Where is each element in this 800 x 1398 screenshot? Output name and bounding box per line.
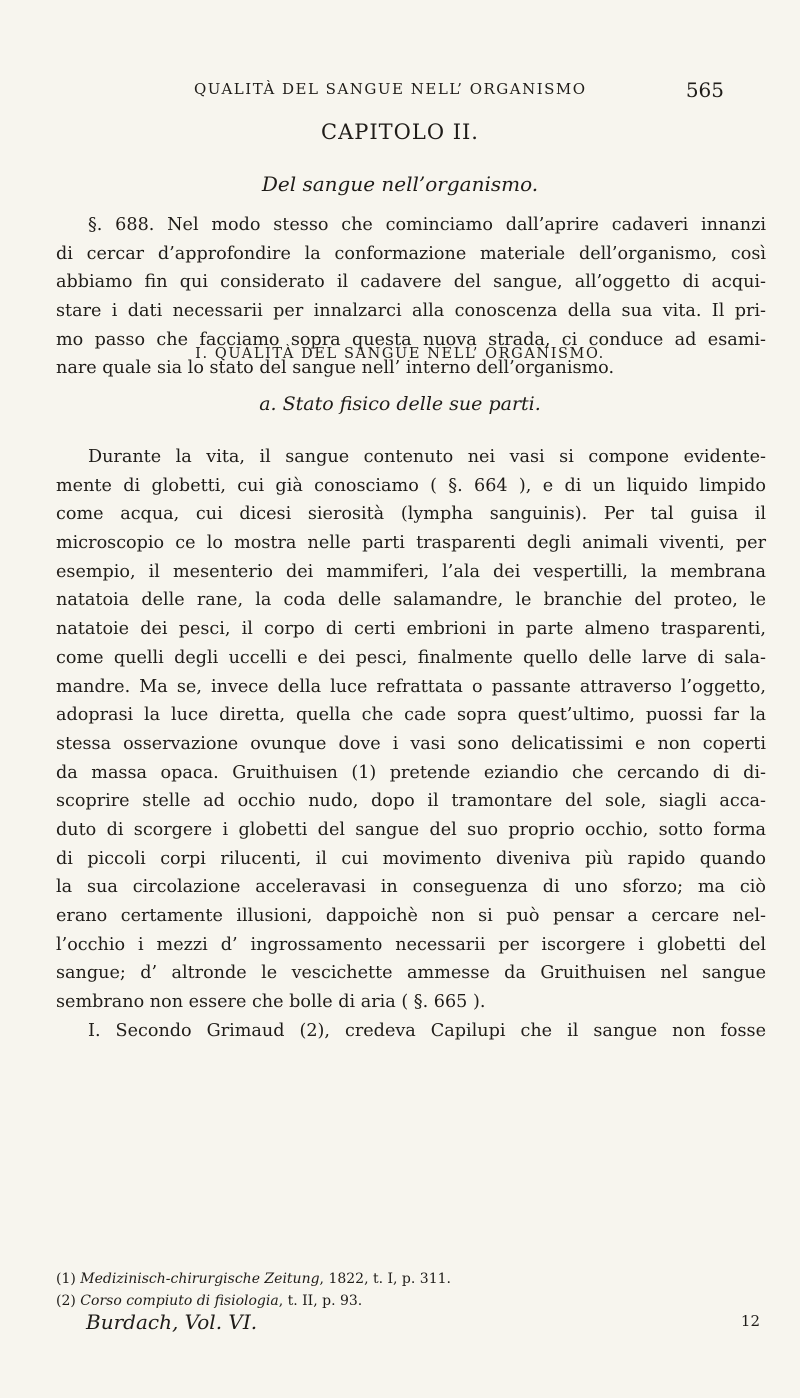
text-line: duto di scorgere i globetti del sangue del suo proprio occhio, sotto forma [56, 819, 766, 840]
footnote-detail: , 1822, t. I, p. 311. [319, 1271, 451, 1287]
text-line: nare quale sia lo stato del sangue nell’ interno dell’organismo. [56, 358, 615, 379]
text-line: come quelli degli uccelli e dei pesci, finalmente quello delle larve di sala- [56, 647, 766, 668]
text-line: mandre. Ma se, invece della luce refrattata o passante attraverso l’oggetto, [56, 676, 766, 697]
page-number: 565 [685, 78, 724, 102]
text-line: mo passo che facciamo sopra questa nuova strada, ci conduce ad esami- [56, 329, 766, 350]
text-line: microscopio ce lo mostra nelle parti trasparenti degli animali viventi, per [56, 533, 766, 554]
chapter-subtitle: Del sangue nell’organismo. [261, 172, 539, 196]
text-line: l’occhio i mezzi d’ ingrossamento necessarii per iscorgere i globetti del [56, 934, 766, 955]
text-line: scoprire stelle ad occhio nudo, dopo il tramontare del sole, siagli acca- [56, 791, 766, 812]
text-line: natatoie dei pesci, il corpo di certi embrioni in parte almeno trasparenti, [56, 619, 766, 640]
running-head [90, 78, 730, 108]
text-line: natatoia delle rane, la coda delle salamandre, le branchie del proteo, le [56, 590, 766, 611]
text-line: da massa opaca. Gruithuisen (1) pretende eziandio che cercando di di- [56, 762, 766, 783]
signature-number: 12 [740, 1312, 760, 1330]
section-heading: I. QUALITÀ DEL SANGUE NELL’ ORGANISMO. [195, 346, 605, 362]
footnote-1 [56, 1268, 766, 1290]
text-line: §. 688. Nel modo stesso che cominciamo dall’aprire cadaveri innanzi [88, 215, 766, 235]
footnote-title: Medizinisch-chirurgische Zeitung [80, 1271, 320, 1287]
text-line: mente di globetti, cui già conosciamo ( §. 664 ), e di un liquido limpido [56, 475, 766, 496]
text-line: di piccoli corpi rilucenti, il cui movimento diveniva più rapido quando [56, 848, 766, 869]
text-line: Durante la vita, il sangue contenuto nei vasi si compone evidente- [88, 447, 766, 467]
text-line: sangue; d’ altronde le vescichette ammesse da Gruithuisen nel sangue [56, 963, 766, 984]
text-line: I. Secondo Grimaud (2), credeva Capilupi che il sangue non fosse [88, 1020, 766, 1041]
text-line: di cercar d’approfondire la conformazione materiale dell’organismo, così [56, 243, 766, 264]
text-line: la sua circolazione acceleravasi in conseguenza di uno sforzo; ma ciò [56, 877, 766, 898]
running-title: QUALITÀ DEL SANGUE NELL’ ORGANISMO [194, 80, 587, 98]
footnote-detail: , t. II, p. 93. [278, 1293, 363, 1309]
text-line: erano certamente illusioni, dappoichè non si può pensar a cercare nel- [56, 906, 766, 926]
subsection-heading: a. Stato fisico delle sue parti. [259, 393, 541, 415]
footnote-2 [56, 1290, 766, 1312]
text-line: abbiamo fin qui considerato il cadavere del sangue, all’oggetto di acqui- [56, 272, 766, 293]
footnotes [56, 1268, 766, 1312]
text-line: esempio, il mesenterio dei mammiferi, l’ala dei vespertilli, la membrana [56, 561, 766, 582]
text-line: stessa osservazione ovunque dove i vasi sono delicatissimi e non coperti [56, 733, 766, 754]
printer-signature [86, 1310, 766, 1340]
text-line: stare i dati necessarii per innalzarci alla conoscenza della sua vita. Il pri- [56, 301, 766, 322]
chapter-title: CAPITOLO II. [321, 120, 479, 144]
text-line: adoprasi la luce diretta, quella che cade sopra quest’ultimo, puossi far la [56, 705, 766, 726]
text-line: sembrano non essere che bolle di aria ( §. 665 ). [56, 992, 486, 1013]
paragraph-blood-state [56, 443, 766, 1045]
footnote-marker: (2) [56, 1293, 76, 1309]
footnote-marker: (1) [56, 1271, 76, 1287]
text-line: come acqua, cui dicesi sierosità (lympha sanguinis). Per tal guisa il [56, 504, 766, 525]
signature-text: Burdach, Vol. VI. [86, 1310, 258, 1334]
footnote-title: Corso compiuto di fisiologia [80, 1293, 279, 1309]
